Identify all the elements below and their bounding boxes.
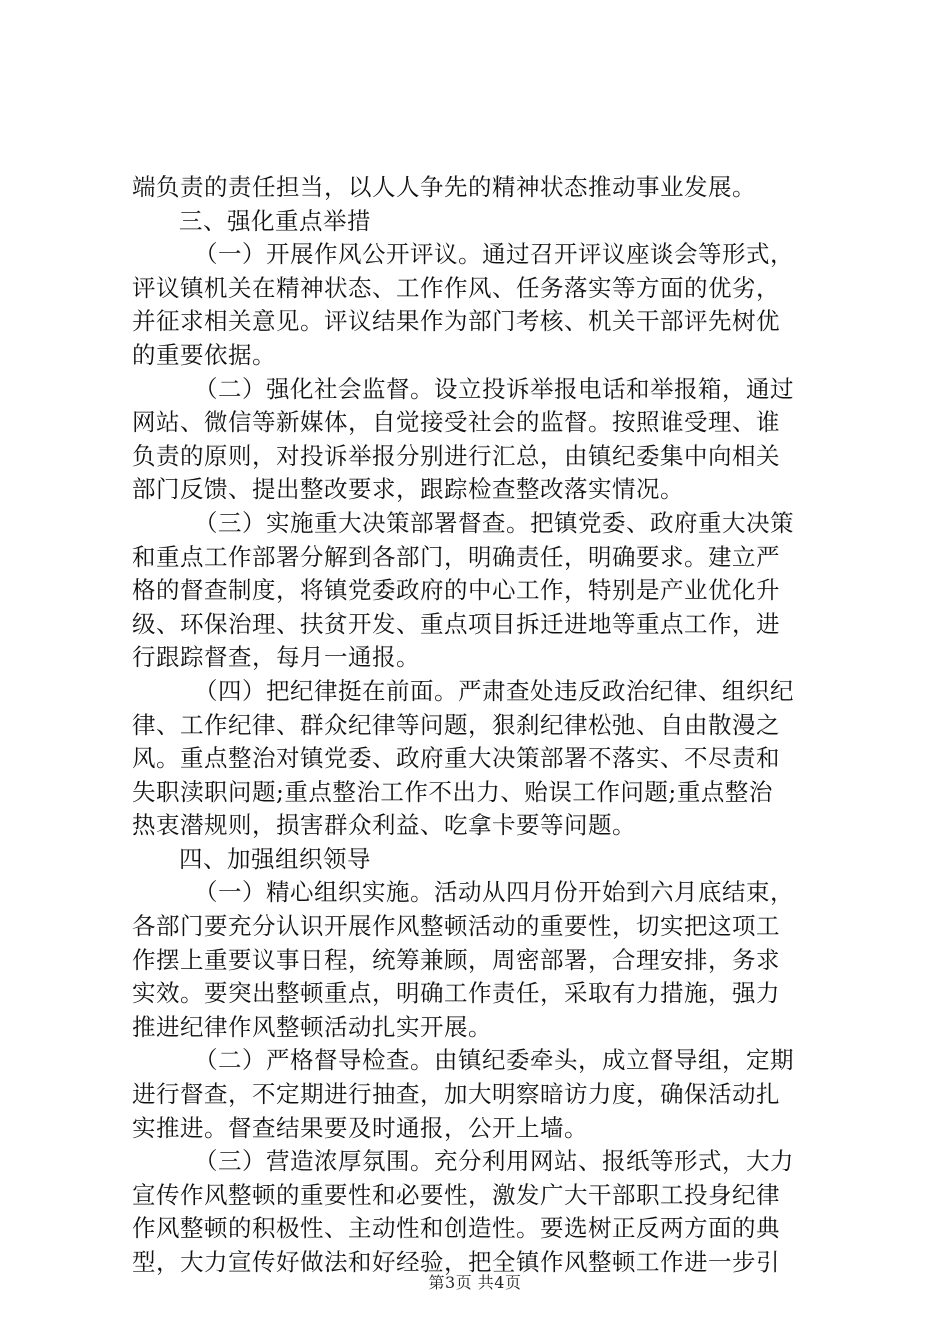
text-line: 级、环保治理、扶贫开发、重点项目拆迁进地等重点工作，进 [132, 609, 780, 638]
paragraph-first-line: （三）实施重大决策部署督查。把镇党委、政府重大决策 [194, 508, 794, 537]
text-line: 评议镇机关在精神状态、工作作风、任务落实等方面的优劣， [132, 273, 780, 302]
paragraph-first-line: （四）把纪律挺在前面。严肃查处违反政治纪律、组织纪 [194, 676, 794, 705]
document-body [132, 171, 832, 1280]
text-line: 行跟踪督查，每月一通报。 [132, 643, 420, 672]
text-line: 格的督查制度，将镇党委政府的中心工作，特别是产业优化升 [132, 576, 780, 605]
text-line: 型，大力宣传好做法和好经验，把全镇作风整顿工作进一步引 [132, 1248, 780, 1276]
text-line: 实推进。督查结果要及时通报，公开上墙。 [132, 1113, 588, 1142]
text-line: 作摆上重要议事日程，统筹兼顾，周密部署，合理安排，务求 [132, 945, 780, 974]
text-line: 失职渎职问题;重点整治工作不出力、贻误工作问题;重点整治 [132, 777, 773, 806]
text-line: 作风整顿的积极性、主动性和创造性。要选树正反两方面的典 [132, 1214, 780, 1243]
text-line: 热衷潜规则，损害群众利益、吃拿卡要等问题。 [132, 811, 636, 840]
text-line: 和重点工作部署分解到各部门，明确责任，明确要求。建立严 [132, 542, 780, 571]
text-line: 部门反馈、提出整改要求，跟踪检查整改落实情况。 [132, 475, 684, 504]
text-line: 宣传作风整顿的重要性和必要性，激发广大干部职工投身纪律 [132, 1180, 780, 1209]
text-line: 的重要依据。 [132, 340, 276, 369]
text-line: 端负责的责任担当，以人人争先的精神状态推动事业发展。 [132, 173, 756, 201]
text-line: 推进纪律作风整顿活动扎实开展。 [132, 1012, 492, 1041]
paragraph-first-line: （二）严格督导检查。由镇纪委牵头，成立督导组，定期 [194, 1046, 794, 1075]
text-line: 风。重点整治对镇党委、政府重大决策部署不落实、不尽责和 [132, 744, 780, 773]
text-line: 律、工作纪律、群众纪律等问题，狠刹纪律松弛、自由散漫之 [132, 710, 780, 739]
text-line: 实效。要突出整顿重点，明确工作责任，采取有力措施，强力 [132, 979, 780, 1008]
page-number-footer: 第3页 共4页 [428, 1273, 522, 1292]
section-heading: 四、加强组织领导 [179, 844, 371, 873]
paragraph-first-line: （二）强化社会监督。设立投诉举报电话和举报箱，通过 [194, 374, 794, 403]
text-line: 负责的原则，对投诉举报分别进行汇总，由镇纪委集中向相关 [132, 441, 780, 470]
text-line: 各部门要充分认识开展作风整顿活动的重要性，切实把这项工 [132, 912, 780, 941]
paragraph-first-line: （一）精心组织实施。活动从四月份开始到六月底结束， [194, 878, 794, 907]
paragraph-first-line: （三）营造浓厚氛围。充分利用网站、报纸等形式，大力 [194, 1147, 794, 1176]
section-heading: 三、强化重点举措 [179, 206, 371, 235]
text-line: 进行督查，不定期进行抽查，加大明察暗访力度，确保活动扎 [132, 1080, 780, 1109]
text-line: 并征求相关意见。评议结果作为部门考核、机关干部评先树优 [132, 307, 780, 336]
text-line: 网站、微信等新媒体，自觉接受社会的监督。按照谁受理、谁 [132, 408, 780, 437]
paragraph-first-line: （一）开展作风公开评议。通过召开评议座谈会等形式， [194, 240, 794, 269]
